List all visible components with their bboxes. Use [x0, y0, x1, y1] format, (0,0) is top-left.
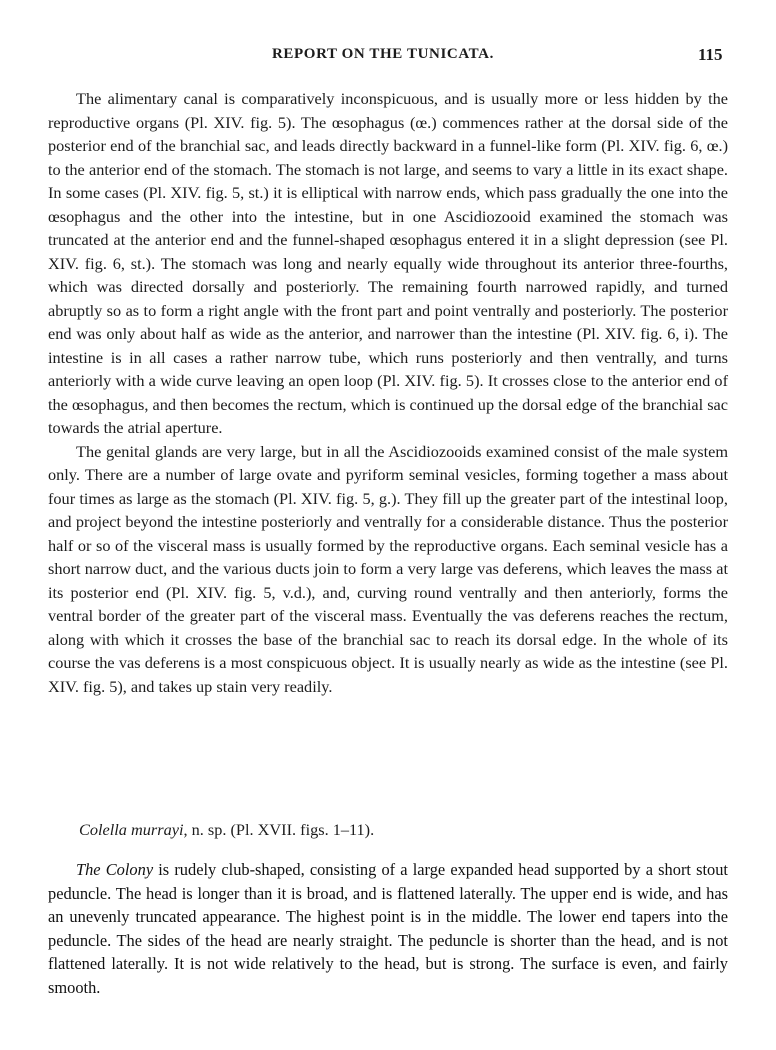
page-number: 115 [698, 45, 723, 64]
colony-lead: The Colony [76, 860, 154, 879]
species-heading [79, 820, 374, 840]
paragraph-colony [48, 858, 728, 1000]
species-name: Colella murrayi [79, 820, 184, 839]
colony-description [48, 858, 728, 1000]
paragraph-genital-glands: The genital glands are very large, but in all the Ascidiozooids examined consist of the male system only. There are a number of large ovate and pyriform seminal vesicles, forming together a mass about four times as large as the stomach (Pl. XIV. fig. 5, g.). They fill up the greater part of the intestinal loop, and project beyond the intestine posteriorly and ventrally for a considerable distance. Thus the posterior half or so of the visceral mass is usually formed by the reproductive organs. Each seminal vesicle has a short narrow duct, and the various ducts join to form a very large vas deferens, which leaves the mass at its posterior end (Pl. XIV. fig. 5, v.d.), and, curving round ventrally and then anteriorly, forms the ventral border of the greater part of the visceral mass. Eventually the vas deferens reaches the rectum, along with which it crosses the base of the branchial sac to reach its dorsal edge. In the whole of its course the vas deferens is a most conspicuous object. It is usually nearly as wide as the intestine (see Pl. XIV. fig. 5), and takes up stain very readily. [48, 441, 728, 696]
species-heading-rest: , n. sp. (Pl. XVII. figs. 1–11). [183, 820, 375, 839]
colony-text: is rudely club-shaped, consisting of a large expanded head supported by a short stout peduncle. The head is longer than it is broad, and is flattened laterally. The upper end is wide, and has an unevenly truncated appearance. The highest point is in the middle. The lower end tapers into the peduncle. The sides of the head are nearly straight. The peduncle is shorter than the head, and is not flattened laterally. It is not wide relatively to the head, but is strong. The surface is even, and fairly smooth. [48, 860, 728, 997]
body-text [48, 87, 728, 698]
paragraph-alimentary-canal: The alimentary canal is comparatively inconspicuous, and is usually more or less hidden by the reproductive organs (Pl. XIV. fig. 5). The œsophagus (œ.) commences rather at the dorsal side of the posterior end of the branchial sac, and leads directly backward in a funnel-like form (Pl. XIV. fig. 6, œ.) to the anterior end of the stomach. The stomach is not large, and seems to vary a little in its exact shape. In some cases (Pl. XIV. fig. 5, st.) it is elliptical with narrow ends, which pass gradually the one into the œsophagus and the other into the intestine, but in one Ascidiozooid examined the stomach was truncated at the anterior end and the funnel-shaped œsophagus entered it in a slight depression (see Pl. XIV. fig. 6, st.). The stomach was long and nearly equally wide throughout its anterior three-fourths, which was directed dorsally and posteriorly. The remaining fourth narrowed rapidly, and turned abruptly so as to form a right angle with the front part and point ventrally and posteriorly. The posterior end was only about half as wide as the anterior, and narrower than the intestine (Pl. XIV. fig. 6, i). The intestine is in all cases a rather narrow tube, which runs posteriorly and then ventrally, and turns anteriorly with a wide curve leaving an open loop (Pl. XIV. fig. 5). It crosses close to the anterior end of the œsophagus, and then becomes the rectum, which is continued up the dorsal edge of the branchial sac towards the atrial aperture. [48, 89, 728, 437]
running-title: REPORT ON THE TUNICATA. [272, 46, 494, 62]
